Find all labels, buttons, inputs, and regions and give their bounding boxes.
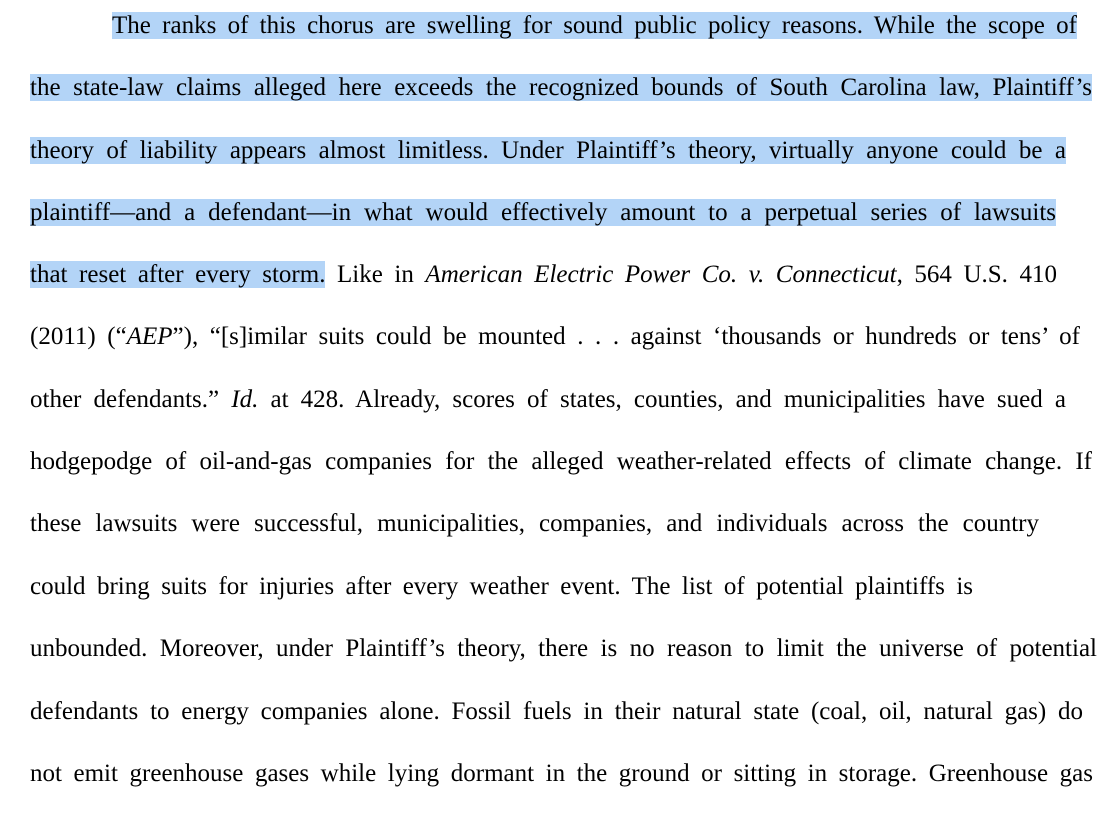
text-line bbox=[30, 197, 1056, 229]
highlighted-text: plaintiff—and a defendant—in what would effectively amount to a perpetual series of lawsuits bbox=[30, 199, 1056, 226]
text-segment: these lawsuits were successful, municipalities, companies, and individuals across the country bbox=[30, 510, 1039, 537]
text-segment: Like in bbox=[325, 261, 426, 288]
text-segment: ”), “[s]imilar suits could be mounted . . . against ‘thousands or hundreds or tens’ of bbox=[172, 323, 1080, 350]
highlighted-text: theory of liability appears almost limitless. Under Plaintiff’s theory, virtually anyone could be a bbox=[30, 137, 1066, 164]
text-segment: , 564 U.S. 410 bbox=[896, 261, 1057, 288]
text-segment: at 428. Already, scores of states, counties, and municipalities have sued a bbox=[258, 386, 1066, 413]
text-line bbox=[30, 321, 1080, 353]
italic-citation-text: AEP bbox=[126, 323, 173, 350]
italic-citation-text: American Electric Power Co. v. Connecticut bbox=[425, 261, 897, 288]
text-line bbox=[30, 633, 1097, 665]
text-segment: hodgepodge of oil-and-gas companies for the alleged weather-related effects of climate change. If bbox=[30, 448, 1092, 475]
highlighted-text: the state-law claims alleged here exceeds the recognized bounds of South Carolina law, Plaintiff’s bbox=[30, 74, 1092, 101]
text-line bbox=[30, 696, 1083, 728]
text-line bbox=[30, 135, 1066, 167]
text-segment: could bring suits for injuries after every weather event. The list of potential plaintiffs is bbox=[30, 573, 973, 600]
text-line bbox=[30, 384, 1066, 416]
text-segment: (2011) (“ bbox=[30, 323, 127, 350]
text-line bbox=[30, 259, 1057, 291]
text-line bbox=[30, 446, 1092, 478]
text-segment: not emit greenhouse gases while lying dormant in the ground or sitting in storage. Greenhouse gas bbox=[30, 760, 1093, 787]
italic-citation-text: Id. bbox=[231, 386, 259, 413]
text-line bbox=[112, 10, 1077, 42]
text-line bbox=[30, 72, 1092, 104]
text-line bbox=[30, 758, 1093, 790]
text-segment: other defendants.” bbox=[30, 386, 232, 413]
text-segment: defendants to energy companies alone. Fossil fuels in their natural state (coal, oil, natural gas) do bbox=[30, 698, 1083, 725]
highlighted-text: The ranks of this chorus are swelling for sound public policy reasons. While the scope of bbox=[112, 12, 1077, 39]
text-line bbox=[30, 571, 973, 603]
text-line bbox=[30, 508, 1039, 540]
highlighted-text: that reset after every storm. bbox=[30, 261, 326, 288]
text-segment: unbounded. Moreover, under Plaintiff’s theory, there is no reason to limit the universe of potential bbox=[30, 635, 1097, 662]
